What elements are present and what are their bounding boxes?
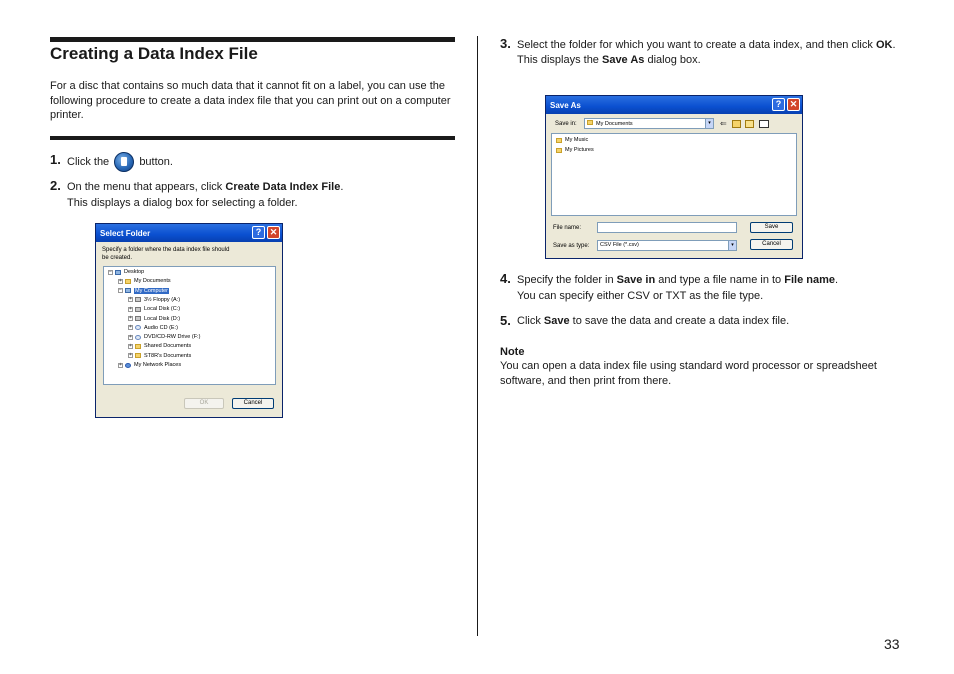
tree-item[interactable] [128,325,178,331]
tree-item-label: 3½ Floppy (A:) [144,296,181,303]
file-list-item[interactable] [556,147,594,153]
step-3-pre: Select the folder for which you want to create a data index, and then click [517,39,876,51]
step-5-bold: Save [543,315,570,327]
tree-item[interactable] [118,362,181,368]
folder-icon [135,353,141,358]
expand-toggle-icon[interactable]: + [129,333,132,340]
column-divider [477,36,478,636]
back-arrow-icon[interactable]: ⇐ [720,119,727,128]
up-folder-icon[interactable] [732,120,741,128]
step-4-mid: and type a file name in to [655,274,785,286]
step-5-number: 5. [500,313,511,328]
step-4-bold: Save in [616,274,656,286]
file-list-item[interactable] [556,137,588,143]
select-folder-title: Select Folder [100,229,151,238]
disc-icon [135,325,141,330]
network-icon [125,363,131,368]
step-3-post: . [892,39,896,51]
drive-icon [135,297,141,302]
tree-item-label: Audio CD (E:) [144,324,178,331]
step-5-pre: Click [517,315,544,327]
save-in-label: Save in: [555,121,577,127]
tree-item[interactable] [128,316,180,322]
step-4-pre: Specify the folder in [517,274,617,286]
tree-item-label: Shared Documents [144,343,192,350]
step-5-text [517,313,912,329]
step-1-text [67,152,173,172]
tree-item-label: My Documents [134,278,171,285]
close-icon[interactable]: ✕ [267,226,280,239]
expand-toggle-icon[interactable]: + [129,342,132,349]
save-type-value: CSV File (*.csv) [600,242,639,248]
tree-item[interactable] [128,297,180,303]
disc-icon [135,335,141,340]
tree-item[interactable] [118,278,171,284]
tree-item[interactable] [128,353,191,359]
view-menu-icon[interactable] [759,120,769,128]
tree-item[interactable] [128,343,191,349]
help-icon[interactable]: ? [252,226,265,239]
step-2-bold: Create Data Index File [225,181,341,193]
file-list-item-label: My Pictures [565,147,594,153]
chevron-down-icon[interactable]: ▾ [705,119,713,128]
tree-item-label: ST8R's Documents [144,352,192,359]
step-2-line2: This displays a dialog box for selecting a folder. [67,197,298,209]
step-4-bold2: File name [784,274,835,286]
step-2-text [67,179,457,211]
folder-tree[interactable] [103,266,276,385]
top-rule-left [50,37,455,42]
select-folder-titlebar [96,224,282,242]
step-2-pre: On the menu that appears, click [67,181,226,193]
folder-icon [125,279,131,284]
data-index-button-icon [114,152,134,172]
computer-icon [125,288,131,293]
step-1-post: button. [139,155,173,168]
expand-toggle-icon[interactable]: + [119,277,122,284]
folder-icon [556,148,562,153]
drive-icon [135,316,141,321]
file-list-item-label: My Music [565,137,589,143]
save-type-label: Save as type: [553,243,590,249]
expand-toggle-icon[interactable]: − [119,287,122,294]
select-folder-prompt: Specify a folder where the data index file should be created. [102,247,230,261]
step-5-post: to save the data and create a data index file. [569,315,790,327]
step-2-post: . [340,181,344,193]
chevron-down-icon[interactable]: ▾ [728,241,736,250]
expand-toggle-icon[interactable]: + [119,361,122,368]
save-type-select[interactable] [597,240,737,251]
folder-icon [587,120,593,125]
step-3-line2-pre: This displays the [517,54,602,66]
save-in-value: My Documents [596,121,633,127]
close-icon[interactable]: ✕ [787,98,800,111]
step-4-post: . [834,274,839,286]
page-title: Creating a Data Index File [50,44,258,63]
file-name-input[interactable] [597,222,737,233]
cancel-button[interactable]: Cancel [750,239,793,250]
step-1-number: 1. [50,152,61,167]
expand-toggle-icon[interactable]: − [109,268,112,275]
save-as-titlebar [546,96,802,114]
desktop-icon [115,270,121,275]
tree-item-label: My Network Places [134,362,182,368]
step-1-pre: Click the [67,155,110,168]
intro-paragraph: For a disc that contains so much data that it cannot fit on a label, you can use the following procedure to create a data index file that you can print out on a computer printer. [50,80,451,121]
tree-item[interactable] [128,306,180,312]
help-icon[interactable]: ? [772,98,785,111]
note-heading: Note [500,346,525,358]
file-name-label: File name: [553,225,582,231]
expand-toggle-icon[interactable]: + [129,315,132,321]
save-button[interactable]: Save [750,222,793,233]
step-2-number: 2. [50,178,61,193]
tree-item[interactable] [118,288,169,294]
step-3-text [517,38,912,68]
expand-toggle-icon[interactable]: + [129,305,132,312]
tree-item[interactable] [128,334,200,340]
folder-icon [556,138,562,143]
expand-toggle-icon[interactable]: + [129,352,132,359]
note-text: You can open a data index file using standard word processor or spreadsheet software, and then print from there. [500,360,877,387]
tree-item[interactable] [108,269,144,275]
tree-item-label: Local Disk (C:) [144,306,181,313]
save-as-dialog [545,95,803,259]
step-3-number: 3. [500,36,511,51]
step-4-text [517,272,912,304]
file-list[interactable] [551,133,797,216]
folder-icon [135,344,141,349]
page-number: 33 [884,636,900,652]
tree-item-label: DVD/CD-RW Drive (F:) [144,334,201,341]
save-in-combo[interactable] [584,118,714,129]
save-as-title: Save As [550,101,581,110]
step-3-line2-post: dialog box. [644,54,701,66]
tree-item-label: My Computer [135,287,169,294]
ok-button[interactable]: OK [184,398,224,409]
expand-toggle-icon[interactable]: + [129,296,132,303]
new-folder-icon[interactable] [745,120,754,128]
step-4-line2: You can specify either CSV or TXT as the file type. [517,290,764,302]
tree-item-label: Desktop [124,269,145,275]
cancel-button[interactable]: Cancel [232,398,274,409]
step-3-line2-bold: Save As [601,54,645,66]
select-folder-dialog [95,223,283,418]
drive-icon [135,307,141,312]
section-rule [50,136,455,140]
step-3-bold: OK [875,39,893,51]
tree-item-label: Local Disk (D:) [144,315,181,322]
step-4-number: 4. [500,271,511,286]
expand-toggle-icon[interactable]: + [129,324,132,331]
